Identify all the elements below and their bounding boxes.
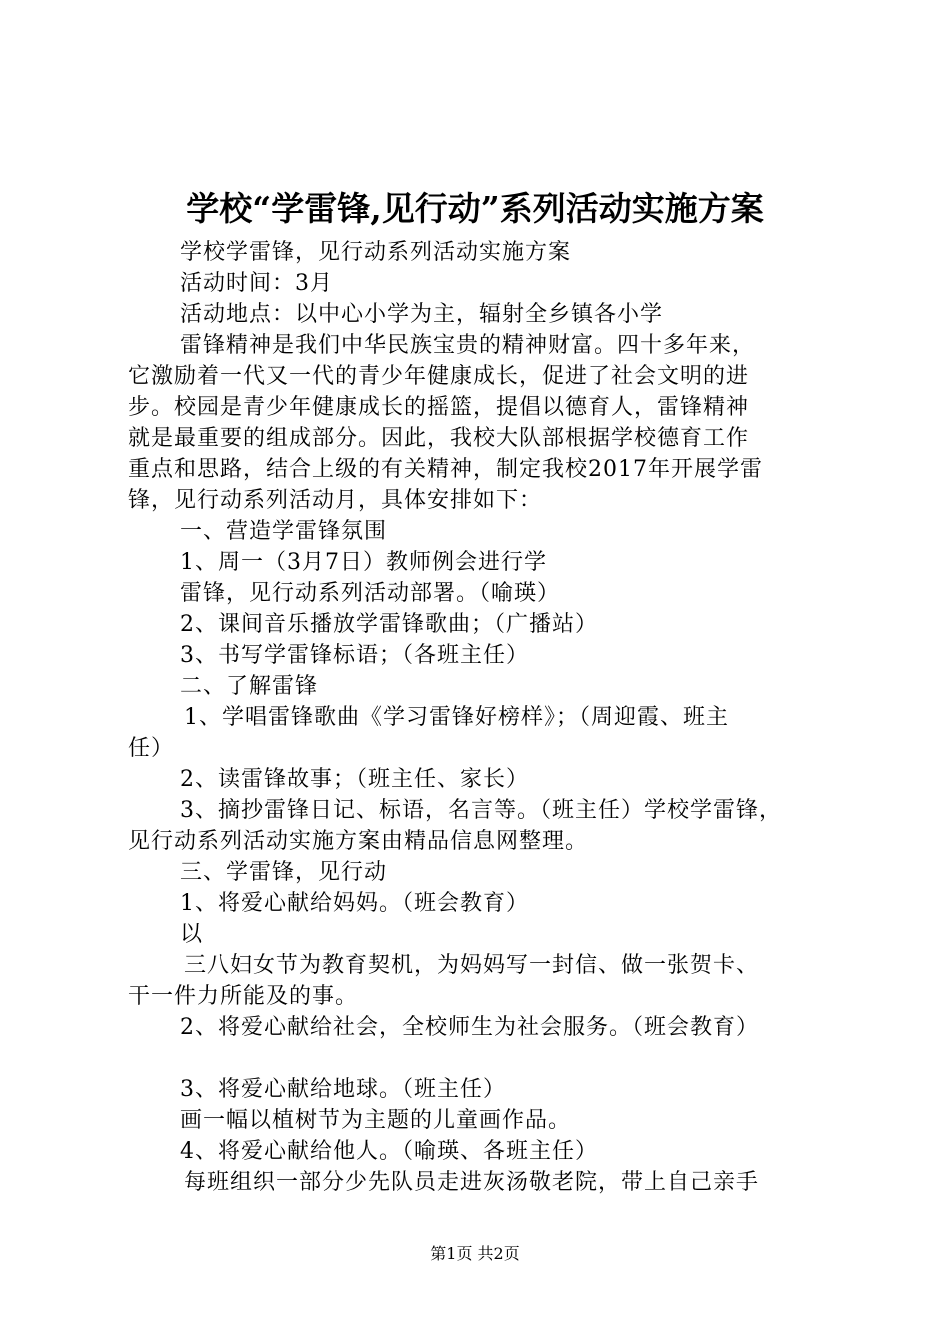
paragraph-line: 干一件力所能及的事。 — [128, 984, 359, 1009]
paragraph-line: 每班组织一部分少先队员走进灰汤敬老院，带上自己亲手 — [184, 1170, 760, 1195]
section-heading: 一、营造学雷锋氛围 — [180, 519, 388, 544]
section-heading: 二、了解雷锋 — [180, 674, 319, 699]
paragraph-line: 3、摘抄雷锋日记、标语，名言等。（班主任）学校学雷锋， — [180, 798, 782, 823]
paragraph-line: 三八妇女节为教育契机，为妈妈写一封信、做一张贺卡、 — [184, 953, 760, 978]
paragraph-line: 学校学雷锋，见行动系列活动实施方案 — [180, 240, 572, 265]
paragraph-line: 画一幅以植树节为主题的儿童画作品。 — [180, 1108, 572, 1133]
document-body — [128, 237, 828, 1198]
paragraph-line: 锋，见行动系列活动月，具体安排如下： — [128, 488, 543, 513]
paragraph-line: 1、周一（3月7日）教师例会进行学 — [180, 550, 547, 575]
paragraph-line: 雷锋，见行动系列活动部署。（喻瑛） — [180, 581, 561, 606]
paragraph-line: 步。校园是青少年健康成长的摇篮，提倡以德育人，雷锋精神 — [128, 395, 750, 420]
section-heading: 三、学雷锋，见行动 — [180, 860, 388, 885]
paragraph-line: 活动时间：3月 — [180, 271, 333, 296]
paragraph-line: 1、学唱雷锋歌曲《学习雷锋好榜样》；（周迎霞、班主 — [184, 705, 729, 730]
paragraph-line: 3、书写学雷锋标语；（各班主任） — [180, 643, 529, 668]
paragraph-line: 它激励着一代又一代的青少年健康成长，促进了社会文明的进 — [128, 364, 750, 389]
paragraph-line: 见行动系列活动实施方案由精品信息网整理。 — [128, 829, 589, 854]
paragraph-line: 雷锋精神是我们中华民族宝贵的精神财富。四十多年来， — [180, 333, 756, 358]
paragraph-line: 就是最重要的组成部分。因此，我校大队部根据学校德育工作 — [128, 426, 750, 451]
paragraph-line: 以 — [180, 922, 204, 947]
document-title: 学校“学雷锋,见行动”系列活动实施方案 — [186, 189, 764, 228]
blank-line — [128, 1043, 828, 1074]
paragraph-line: 2、将爱心献给社会，全校师生为社会服务。（班会教育） — [180, 1015, 759, 1040]
paragraph-line: 重点和思路，结合上级的有关精神，制定我校2017年开展学雷 — [128, 457, 763, 482]
paragraph-line: 1、将爱心献给妈妈。（班会教育） — [180, 891, 529, 916]
paragraph-line: 任） — [128, 736, 175, 761]
paragraph-line: 活动地点：以中心小学为主，辐射全乡镇各小学 — [180, 302, 664, 327]
paragraph-line: 2、读雷锋故事；（班主任、家长） — [180, 767, 529, 792]
paragraph-line: 2、课间音乐播放学雷锋歌曲；（广播站） — [180, 612, 598, 637]
page-footer: 第1页 共2页 — [430, 1244, 520, 1263]
paragraph-line: 3、将爱心献给地球。（班主任） — [180, 1077, 506, 1102]
paragraph-line: 4、将爱心献给他人。（喻瑛、各班主任） — [180, 1139, 598, 1164]
